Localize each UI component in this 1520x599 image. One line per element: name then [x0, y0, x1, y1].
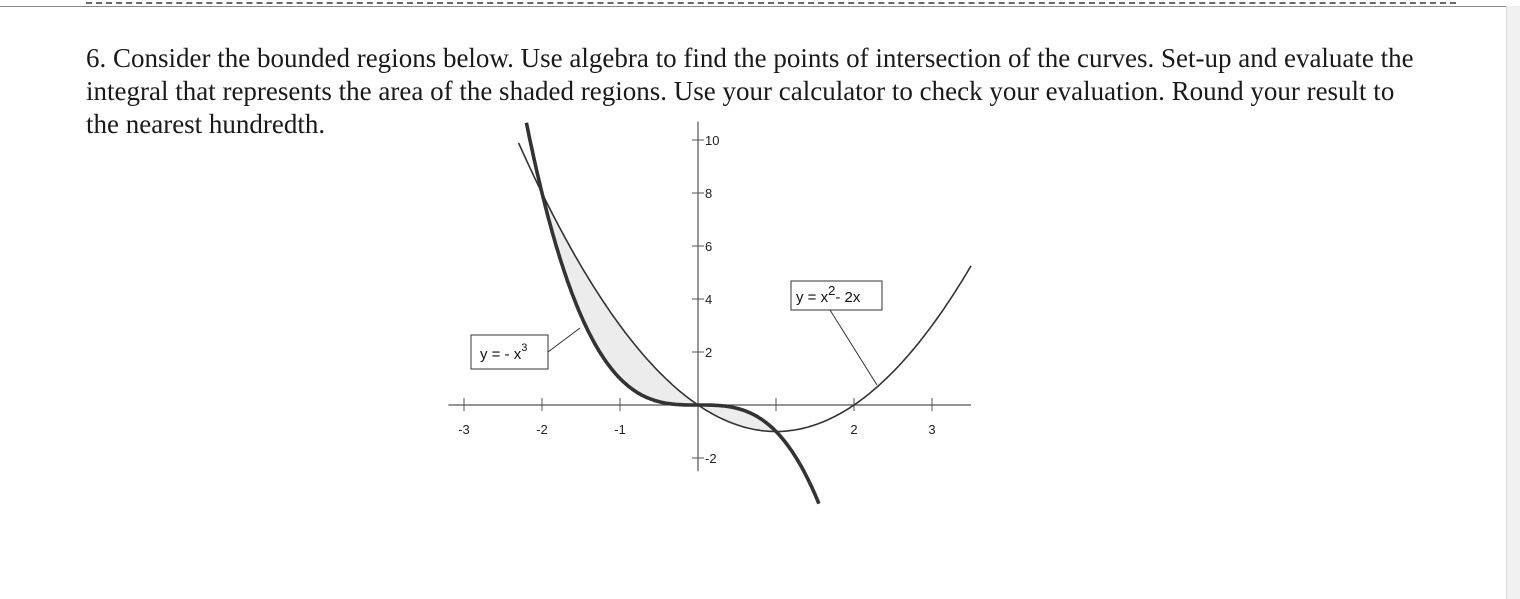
cubic-label-text: y = - $x^3$ — [480, 342, 528, 363]
x-tick-label: -3 — [458, 422, 470, 437]
x-tick-label: 3 — [928, 422, 936, 437]
quadratic-label-leader — [830, 310, 877, 385]
curve-labels — [471, 281, 882, 385]
x-tick-label: -1 — [614, 422, 626, 437]
x-tick-label: 2 — [850, 422, 858, 437]
problem-text: 6. Consider the bounded regions below. Use algebra to find the points of intersection of the curves. Set-up and evaluate the integral that represents the area of the shaded regions. Use your calculator to check your evaluation. Round your result to the nearest hundredth. — [86, 43, 1414, 139]
y-tick-label: -2 — [705, 451, 717, 466]
y-tick-label: 2 — [705, 345, 713, 360]
y-tick-label: 10 — [705, 133, 720, 148]
y-tick-label: 4 — [705, 292, 713, 307]
shaded-region-left — [542, 193, 698, 405]
axes — [448, 121, 971, 471]
cubic-label-leader — [548, 328, 580, 352]
x-tick-label: -2 — [536, 422, 548, 437]
y-tick-label: 6 — [705, 239, 713, 254]
cubic-curve — [526, 123, 819, 504]
quadratic-label-text: y = x2- 2x — [796, 283, 861, 306]
shaded-regions — [542, 193, 776, 432]
y-tick-label: 8 — [705, 186, 713, 201]
